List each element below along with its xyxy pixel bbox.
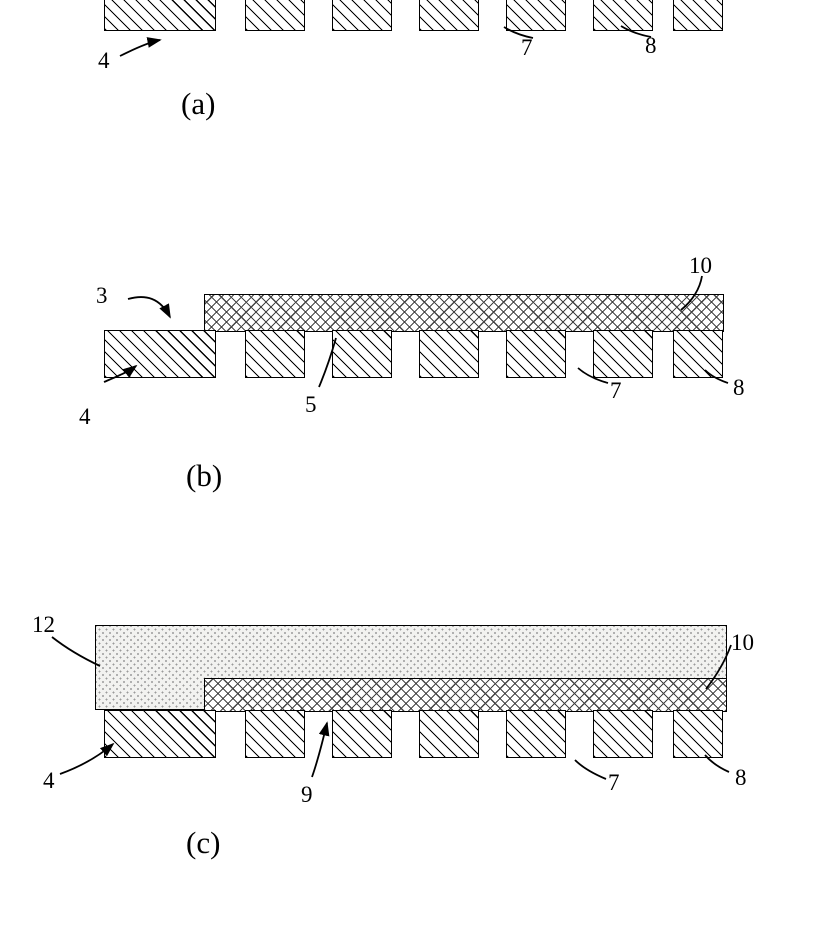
panel-b-substrate-tooth-5 — [506, 330, 566, 378]
ref-label-b-10: 10 — [689, 253, 712, 278]
panel-a-label: (a) — [181, 86, 216, 121]
panel-b-substrate-tooth-2 — [245, 330, 305, 378]
panel-b-substrate-tooth-7 — [673, 330, 723, 378]
panel-b-substrate-tooth-4 — [419, 330, 479, 378]
ref-label-b-8: 8 — [733, 375, 745, 400]
panel-c-membrane-layer — [204, 678, 727, 712]
panel-a-substrate-tooth-5 — [506, 0, 566, 31]
ref-label-c-10: 10 — [731, 630, 754, 655]
panel-a-substrate-tooth-2 — [245, 0, 305, 31]
ref-label-b-7: 7 — [610, 378, 622, 403]
panel-b-substrate-tooth-6 — [593, 330, 653, 378]
panel-c-substrate-tooth-2 — [245, 710, 305, 758]
ref-label-c-9: 9 — [301, 782, 313, 807]
panel-c-label: (c) — [186, 825, 221, 860]
ref-label-a-8: 8 — [645, 33, 657, 58]
panel-c-substrate-tooth-7 — [673, 710, 723, 758]
ref-label-b-4: 4 — [79, 404, 91, 429]
panel-a-substrate-tooth-1 — [104, 0, 216, 31]
ref-label-c-12: 12 — [32, 612, 55, 637]
panel-c-substrate-tooth-3 — [332, 710, 392, 758]
panel-a-substrate-tooth-4 — [419, 0, 479, 31]
ref-label-c-7: 7 — [608, 770, 620, 795]
panel-a-substrate-tooth-7 — [673, 0, 723, 31]
panel-c-substrate-tooth-5 — [506, 710, 566, 758]
ref-label-b-5: 5 — [305, 392, 317, 417]
ref-label-a-4: 4 — [98, 48, 110, 73]
panel-c-substrate-tooth-6 — [593, 710, 653, 758]
panel-b-substrate-tooth-3 — [332, 330, 392, 378]
panel-a — [0, 0, 818, 140]
ref-label-c-8: 8 — [735, 765, 747, 790]
panel-b-label: (b) — [186, 458, 223, 493]
panel-b-membrane-layer — [204, 294, 724, 332]
panel-b-substrate-tooth-1 — [104, 330, 216, 378]
panel-b — [0, 250, 818, 510]
panel-c-substrate-tooth-1 — [104, 710, 216, 758]
panel-c — [0, 600, 818, 880]
ref-label-c-4: 4 — [43, 768, 55, 793]
ref-label-b-3: 3 — [96, 283, 108, 308]
ref-label-a-7: 7 — [521, 35, 533, 60]
panel-a-substrate-tooth-3 — [332, 0, 392, 31]
panel-a-substrate-tooth-6 — [593, 0, 653, 31]
panel-c-substrate-tooth-4 — [419, 710, 479, 758]
